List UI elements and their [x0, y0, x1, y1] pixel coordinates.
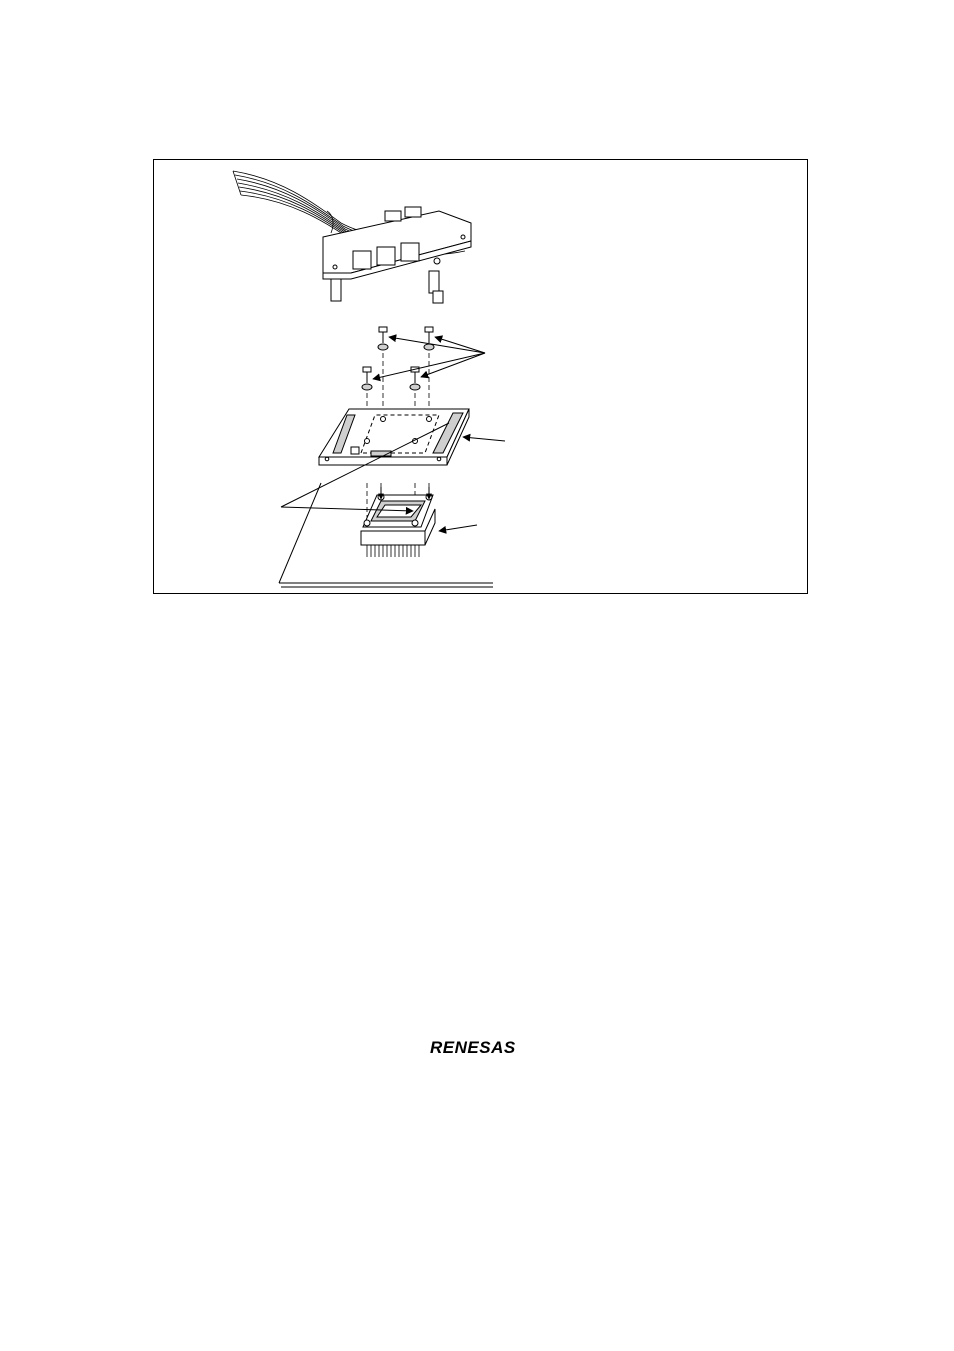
- brand-name: RENESAS: [430, 1038, 516, 1057]
- adapter-board-leader: [463, 437, 505, 441]
- renesas-logo: [430, 1036, 534, 1060]
- mounting-screws: [362, 327, 434, 390]
- emulator-board: [323, 207, 471, 303]
- assembly-figure-frame: [153, 159, 808, 594]
- exploded-assembly-diagram: [154, 160, 807, 593]
- ic-socket: [361, 494, 435, 557]
- ic-socket-leader: [439, 525, 477, 531]
- adapter-board: [319, 409, 469, 465]
